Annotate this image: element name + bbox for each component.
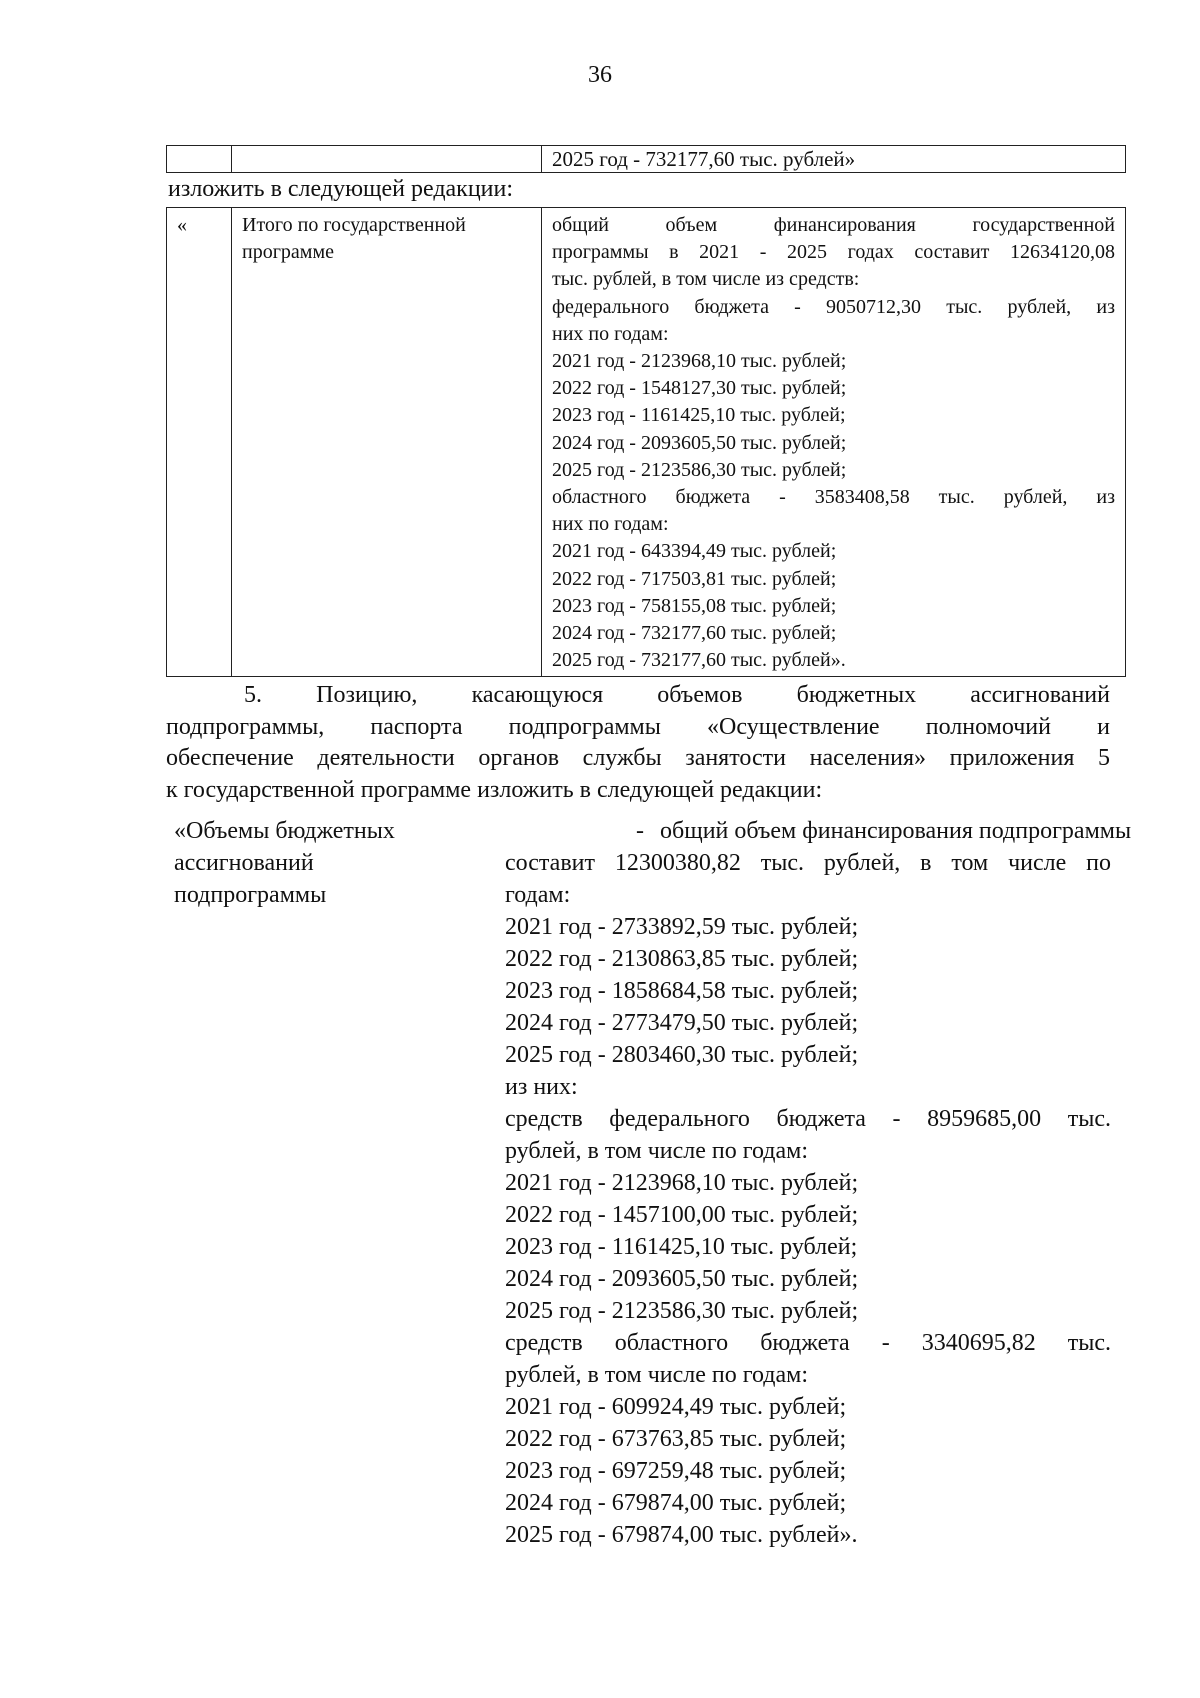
table-cell-value: 2025 год - 732177,60 тыс. рублей» [542, 146, 1126, 173]
value-line: из них: [505, 1074, 578, 1100]
value-line: составит 12300380,82 тыс. рублей, в том числе по [505, 850, 1111, 876]
program-content-cell [542, 208, 1126, 677]
paragraph-line: обеспечение деятельности органов службы занятости населения» приложения 5 [166, 745, 1110, 771]
value-line: общий объем финансирования подпрограммы [660, 818, 1132, 844]
page-number: 36 [588, 62, 612, 88]
content-line: 2025 год - 732177,60 тыс. рублей». [552, 649, 846, 672]
value-line: 2023 год - 697259,48 тыс. рублей; [505, 1458, 847, 1484]
content-line: 2024 год - 2093605,50 тыс. рублей; [552, 431, 847, 454]
value-line: 2021 год - 609924,49 тыс. рублей; [505, 1394, 847, 1420]
paragraph-line: 5. Позицию, касающуюся объемов бюджетных ассигнований [244, 682, 1110, 708]
quote-mark-cell: « [167, 208, 232, 677]
label-line: ассигнований [174, 850, 314, 876]
content-line: областного бюджета - 3583408,58 тыс. рублей, из [552, 486, 1115, 509]
content-line: 2023 год - 1161425,10 тыс. рублей; [552, 404, 846, 427]
value-line: рублей, в том числе по годам: [505, 1362, 808, 1388]
value-line: 2025 год - 2803460,30 тыс. рублей; [505, 1042, 859, 1068]
content-line: программы в 2021 - 2025 годах составит 12634120,08 [552, 241, 1115, 264]
content-line: 2021 год - 2123968,10 тыс. рублей; [552, 350, 847, 373]
table-row [167, 208, 1126, 677]
label-line: Итого по государственной [242, 214, 466, 236]
value-line: рублей, в том числе по годам: [505, 1138, 808, 1164]
table-row [167, 146, 1126, 173]
content-line: общий объем финансирования государственной [552, 214, 1115, 236]
subprogram-label [174, 815, 459, 911]
table-cell-label [232, 146, 542, 173]
label-line: подпрограммы [174, 882, 327, 908]
program-totals-table [166, 207, 1126, 677]
program-label-cell [232, 208, 542, 677]
value-line: 2022 год - 673763,85 тыс. рублей; [505, 1426, 847, 1452]
top-table-fragment [166, 145, 1126, 173]
label-line: «Объемы бюджетных [174, 818, 395, 844]
content-line: федерального бюджета - 9050712,30 тыс. рублей, из [552, 295, 1115, 318]
paragraph-5 [166, 680, 1110, 806]
content-line: 2023 год - 758155,08 тыс. рублей; [552, 594, 837, 617]
value-line: 2021 год - 2123968,10 тыс. рублей; [505, 1170, 859, 1196]
value-line: 2021 год - 2733892,59 тыс. рублей; [505, 914, 859, 940]
value-line: средств областного бюджета - 3340695,82 тыс. [505, 1330, 1111, 1356]
value-line: 2023 год - 1161425,10 тыс. рублей; [505, 1234, 858, 1260]
value-line: 2023 год - 1858684,58 тыс. рублей; [505, 978, 859, 1004]
content-line: них по годам: [552, 322, 669, 345]
content-line: 2025 год - 2123586,30 тыс. рублей; [552, 458, 847, 481]
value-line: средств федерального бюджета - 8959685,00 тыс. [505, 1106, 1111, 1132]
content-line: них по годам: [552, 513, 669, 536]
paragraph-line: к государственной программе изложить в следующей редакции: [166, 776, 823, 803]
content-line: 2022 год - 717503,81 тыс. рублей; [552, 567, 837, 590]
content-line: тыс. рублей, в том числе из средств: [552, 268, 860, 291]
value-line: 2024 год - 2773479,50 тыс. рублей; [505, 1010, 859, 1036]
subprogram-dash: - [636, 818, 644, 844]
subprogram-values [505, 815, 1132, 1551]
content-line: 2021 год - 643394,49 тыс. рублей; [552, 540, 837, 563]
table-cell-marker [167, 146, 232, 173]
content-line: 2022 год - 1548127,30 тыс. рублей; [552, 377, 847, 400]
value-line: 2025 год - 679874,00 тыс. рублей». [505, 1522, 858, 1548]
paragraph-line: подпрограммы, паспорта подпрограммы «Осуществление полномочий и [166, 713, 1110, 740]
label-line: программе [242, 241, 334, 264]
intro-text: изложить в следующей редакции: [168, 176, 514, 202]
value-line: 2024 год - 679874,00 тыс. рублей; [505, 1490, 847, 1516]
content-line: 2024 год - 732177,60 тыс. рублей; [552, 622, 837, 645]
value-line: 2024 год - 2093605,50 тыс. рублей; [505, 1266, 859, 1292]
value-line: 2022 год - 1457100,00 тыс. рублей; [505, 1202, 859, 1228]
value-line: 2022 год - 2130863,85 тыс. рублей; [505, 946, 859, 972]
value-line: годам: [505, 882, 571, 908]
value-line: 2025 год - 2123586,30 тыс. рублей; [505, 1298, 859, 1324]
